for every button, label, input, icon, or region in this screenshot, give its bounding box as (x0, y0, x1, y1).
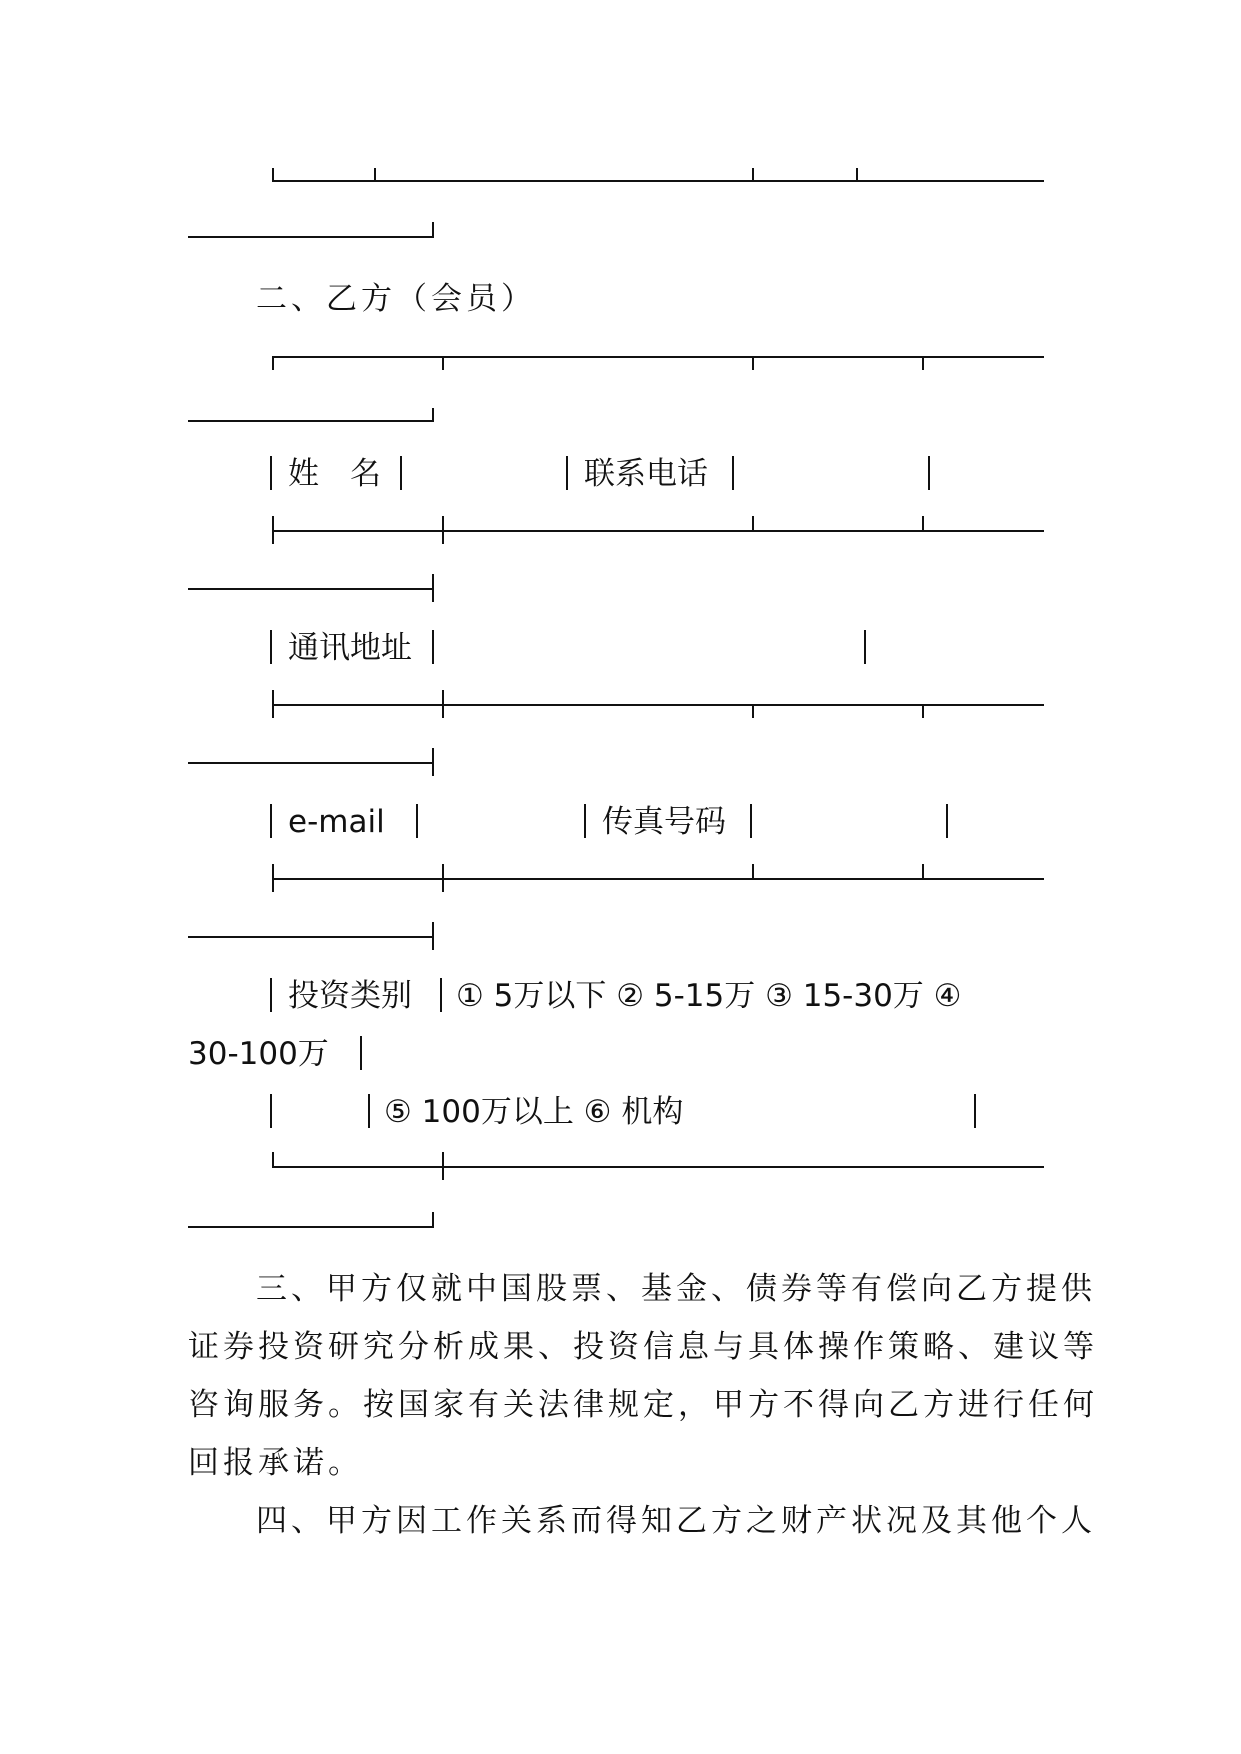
email-label: e-mail (288, 804, 385, 840)
section2-heading: 二、乙方（会员） (256, 281, 536, 317)
paragraph-line: 回报承诺。 (188, 1445, 363, 1481)
paragraph-line: 咨询服务。按国家有关法律规定，甲方不得向乙方进行任何 (188, 1387, 1098, 1423)
phone-label: 联系电话 (584, 456, 708, 492)
paragraph-line: 三、甲方仅就中国股票、基金、债券等有偿向乙方提供 (256, 1271, 1096, 1307)
investment-options-line1: ① 5万以下 ② 5-15万 ③ 15-30万 ④ (456, 978, 962, 1014)
paragraph-line: 证券投资研究分析成果、投资信息与具体操作策略、建议等 (188, 1329, 1098, 1365)
address-label: 通讯地址 (288, 630, 412, 666)
paragraph-line: 四、甲方因工作关系而得知乙方之财产状况及其他个人 (256, 1503, 1096, 1539)
investment-options-line2: 30-100万 (188, 1036, 329, 1072)
investment-label: 投资类别 (288, 978, 412, 1014)
investment-options-line3: ⑤ 100万以上 ⑥ 机构 (384, 1094, 684, 1130)
name-label: 姓 名 (288, 456, 381, 492)
fax-label: 传真号码 (602, 804, 726, 840)
